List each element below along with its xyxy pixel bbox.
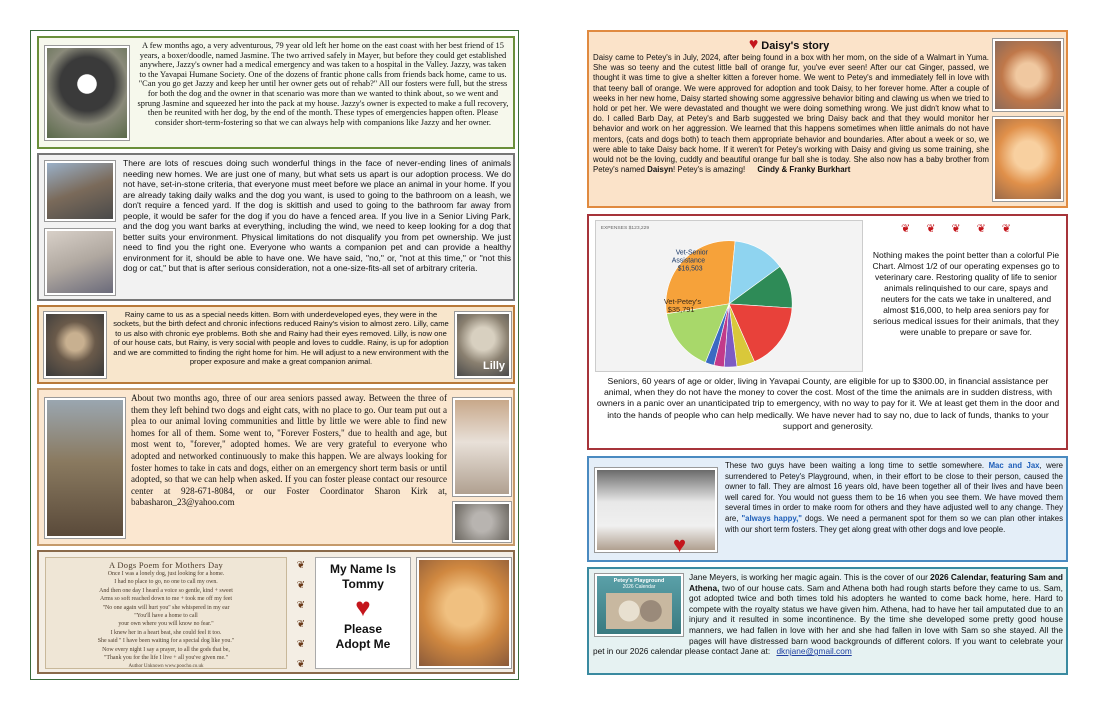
poem-line: "You'll have a home to call <box>134 612 198 619</box>
rescue-text: There are lots of rescues doing such wonderful things in the face of never-ending lines of animals needing new homes. We are just one of many, but what sets us apart is our adoption process. We do not have, set-in-stone criteria, that everyone must meet before we place an animal in your home. If you are already taking daily walks and the dog you want, is used to going to the bathroom on a leash, we don't require a fenced yard. If the dog is skittish and used to going to the bathroom far away from people, it would be safer for the dog if you do have a fenced area. If you live in a Senior Living Park, and the dog you want barks at everything, including the wind, we need to keep looking for a dog that better suits your environment. Physical limitations do not disqualify you from pet ownership. We just need to find you the right one. Everyone who wants a companion pet and can provide a healthy environment for it, should be able to have one. We have said, "no," or, "not at this time," or "not this dog or cat," but that is after serious consideration, not a one-size-fits-all set of arbitrary criteria. <box>123 158 511 273</box>
poem-line: Once I was a lonely dog, just looking for a home. <box>107 571 225 577</box>
right-page <box>587 30 1068 680</box>
mac-and-jax-photo <box>595 468 717 552</box>
poem-line: "Thank you for the life I live + all you've given me." <box>103 654 229 661</box>
paw-print-icon: ❦ <box>296 619 306 631</box>
poem-line: I knew her in a heart beat, she could feel it too. <box>110 630 222 637</box>
paw-row <box>901 222 1011 235</box>
seniors-text: About two months ago, three of our area seniors passed away. Between the three of them they left behind two dogs and eight cats, with no place to go. Our team put out a plea to our animal loving communities and little by little we were able to find new homes for all of them. Some went to, "Forever Fosters," due to health and age, but most went to, "forever," adopted homes. We are very grateful to everyone who adopted and networked continuously to make this happen. We are always looking for foster homes to take in cats and dogs, either on an emergency short term basis or until adopted, so that we can help when asked. If you can foster please contact our resource center at 928-671-8084, or our Foster Coordinator Sharon Kirk at, babasharon_23@yahoo.com <box>131 393 447 508</box>
paw-print-icon: ❦ <box>901 223 911 235</box>
heart-icon: ♥ <box>355 592 371 622</box>
calendar-story <box>587 567 1068 675</box>
jasmine-text: A few months ago, a very adventurous, 79 year old left her home on the east coast with her best friend of 15 years, a boxer/doodle, named Jasmine. The two arrived safely in Mayer, but before they could get established anywhere, Jazzy's owner had a medical emergency and was taken to a hospital in the Valley. Jazzy, was taken to the Yavapai Humane Society. One of the dozens of frantic phone calls from friends back home, came to us. "Can you go get Jazzy and keep her until her owner gets out of rehab?" All our fosters were full, but the stress for both the dog and the owner in that scenario was more than we wanted to think about, so we went and sprung Jasmine and squeezed her into the pack at my house. Jazzy's owner is expected to make a full recovery, then be reunited with her dog, by the end of the month. These types of emergencies happen often. Please consider short-term-fostering so that we can always help with companions like Jazzy and her owner. <box>137 41 509 127</box>
daisy-story <box>587 30 1068 208</box>
dogs-poem <box>45 557 287 669</box>
macjax-quote: "always happy," <box>741 513 803 523</box>
paw-print-icon: ❦ <box>1001 223 1011 235</box>
daisy-signature: Cindy & Franky Burkhart <box>757 165 851 175</box>
jasmine-story <box>37 36 515 149</box>
paw-print-icon: ❦ <box>976 223 986 235</box>
poem-line: She said " I have been waiting for a special dog like you." <box>97 637 235 644</box>
lilly-label: Lilly <box>482 360 505 372</box>
macjax-t2: , were surrendered to Petey's Playground, when, in their effort to be close to their person, caused the owner to fall. They are almost 16 years old, have been together all of their lives and have been well cared for. You would not guess them to be 16 when you see them. We have moved them several times in order to make room for others and they have adjusted well to any change. They are, <box>725 461 1064 523</box>
jasmine-dog-photo <box>45 46 129 140</box>
poem-line: Arms so soft reached down to me + took me off my feet <box>99 595 233 602</box>
macjax-t3: dogs. We need a permanent spot for them so we can plan other intakes with our short term fosters. They get along great with other dogs and love people. <box>725 513 1064 534</box>
tommy-orange-cat-photo <box>417 558 511 668</box>
heart-icon: ♥ <box>673 532 687 557</box>
daisy-name-bold: Daisyn <box>647 165 674 175</box>
poem-title: A Dogs Poem for Mothers Day <box>108 560 224 570</box>
tommy-line-4: Adopt Me <box>335 637 391 651</box>
left-page <box>30 30 519 680</box>
daisy-text: Daisy came to Petey's in July, 2024, after being found in a box with her mom, on the side of a Walmart in Yuma. She was so teeny and the cutest little ball of orange fur, you've ever seen! After our cat Ginger, passed, we thought it was time to give a shelter kitten a forever home. We went to Petey's and immediately fell in love with that teeny ball of orange. We were approved for adoption and took Daisy, to her forever home. After a couple of weeks in her new home, Daisy started showing some aggressive behavior biting and clawing us when we tried to hold or pet her. We were devastated and thought we were doing something wrong. We just didn't know what to do. I called Barb Day, at Petey's and Barb suggested we bring Daisy back and that they would monitor her behavior and work on her aggression. We learned that this happens sometimes when little animals do not have mentors, (cats and dogs both) to teach them appropriate behavior and boundaries. After about a week or so, we were able to take Daisy back home. If it weren't for Petey's working with Daisy and giving us some training, she would not be the loving, cuddly and beautiful orange fur ball she is today. She also now has a baby brother from Petey's named <box>593 53 989 175</box>
calendar-thumb-title: Petey's Playground <box>613 578 665 584</box>
calendar-thumb-sub: 2026 Calendar <box>622 584 656 590</box>
heart-icon: ♥ <box>748 36 759 53</box>
chart-footer: Seniors, 60 years of age or older, living in Yavapai County, are eligible for up to $300.00, in financial assistance per animal, when they do not have the money to cover the cost. Most of the time the animals are in sudden distress, with owners in a panic over an unanticipated trip to emergency, with no way to pay for it. We at least get them in the door and into the hands of people who can help medically. We have never had to say no, due to lack of funds, thanks to your support and generosity. <box>596 376 1060 431</box>
paw-print-icon: ❦ <box>296 599 306 611</box>
macjax-text <box>725 461 1063 535</box>
float-spacer <box>593 572 689 636</box>
poem-author: Author Unknown www.poocho.co.uk <box>128 663 204 669</box>
daisy-orange-cat-photo <box>993 117 1063 201</box>
kitten-on-back-photo <box>993 39 1063 111</box>
senior-with-dog-photo <box>45 229 115 295</box>
grey-cat-photo <box>453 502 511 542</box>
daisy-text-block <box>593 53 989 175</box>
rainy-text: Rainy came to us as a special needs kitten. Born with underdeveloped eyes, they were in the sockets, but the birth defect and chronic infections reduced Rainy's vision to almost zero. Lilly, came to us also with chronic eye problems. Both she and Rainy had their eyes removed. Lilly, is now one of our house cats, but Rainy, is very social with people and loves to cuddle. Rainy, is up for adoption and we are committed to finding the right home for him. He will adjust to a new environment with the proper exposure and make a great companion animal. <box>113 310 449 367</box>
paw-print-icon: ❦ <box>951 223 961 235</box>
poem-lines <box>46 571 286 663</box>
paw-print-icon: ❦ <box>296 579 306 591</box>
tommy-line-3: Please <box>343 622 383 636</box>
lilly-cat-photo <box>455 312 511 378</box>
chart-caption: Nothing makes the point better than a colorful Pie Chart. Almost 1/2 of our operating expenses go to veterinary care. Restoring quality of life to senior animals relinquished to our care, spays and neuters for the cats we take in unaltered, and almost $16,000, to help area seniors pay for serious medical issues for their animals, that they were unable to prepare or save for. <box>872 250 1060 337</box>
paw-print-icon: ❦ <box>926 223 936 235</box>
calendar-t2: two of our house cats. Sam and Athena both had rough starts before they came to us. Sam, got adopted twice and both times told his adopters he wanted to come back home, here. Hard to compete with the royalty status we have given him. Athena, had to have her tail amputated due to an injury and it resulted in some incontinence. By the time she developed some pretty good house manners, we had fallen in love with her and she had fallen in love with Sam so she stayed. All the pages will have distressed barn wood backgrounds of different colors. If you want to celebrate your pet in our 2026 calendar please contact Jane at: <box>593 582 1063 657</box>
poem-and-tommy <box>37 550 515 674</box>
daisy-title-row <box>589 36 989 54</box>
poem-line: And then one day I heard a voice so gentle, kind + sweet <box>99 588 233 595</box>
poem-line: your own where you will know no fear." <box>118 620 214 627</box>
paw-print-icon: ❦ <box>296 658 306 670</box>
paw-print-icon: ❦ <box>296 639 306 651</box>
mac-and-jax-story <box>587 456 1068 562</box>
label-vet-senior: Vet-Senior Assistance $16,503 <box>671 249 708 273</box>
rainy-kitten-photo <box>44 312 106 378</box>
calendar-text <box>593 572 1063 657</box>
tabby-cat-cage-photo <box>45 398 125 538</box>
expense-pie-chart <box>595 220 863 372</box>
paw-print-icon: ❦ <box>296 560 306 571</box>
calendar-bold: 2026 Calendar, featuring Sam and Athena, <box>689 572 1063 593</box>
rainy-story <box>37 305 515 384</box>
poem-line: I had no place to go, no one to call my own. <box>114 578 218 585</box>
paw-column <box>293 560 309 670</box>
label-vet-peteys: Vet-Petey's $35,791 <box>663 296 702 314</box>
seniors-passed-story <box>37 388 515 546</box>
tommy-sign <box>315 557 411 669</box>
macjax-t1: These two guys have been waiting a long time to settle somewhere. <box>725 461 985 470</box>
macjax-names: Mac and Jax <box>988 461 1040 470</box>
tommy-line-1: My Name Is <box>329 562 397 576</box>
expenses-chart-section <box>587 214 1068 450</box>
white-cat-photo <box>453 398 511 496</box>
chart-header: EXPENSES $123,229 <box>600 225 650 231</box>
poem-line: "No one again will hurt you" she whispered in my ear <box>102 605 230 612</box>
calendar-t1: Jane Meyers, is working her magic again. This is the cover of our <box>689 572 928 582</box>
daisy-tail: ! Petey's is amazing! <box>673 165 746 175</box>
daisy-title: Daisy's story <box>761 40 830 52</box>
poem-line: Now every night I say a prayer, to all the gods that be, <box>102 647 230 654</box>
scooter-photo <box>45 161 115 221</box>
tommy-line-2: Tommy <box>342 577 384 591</box>
rescue-philosophy <box>37 153 515 301</box>
calendar-email-link[interactable]: dknjane@gmail.com <box>776 646 852 657</box>
